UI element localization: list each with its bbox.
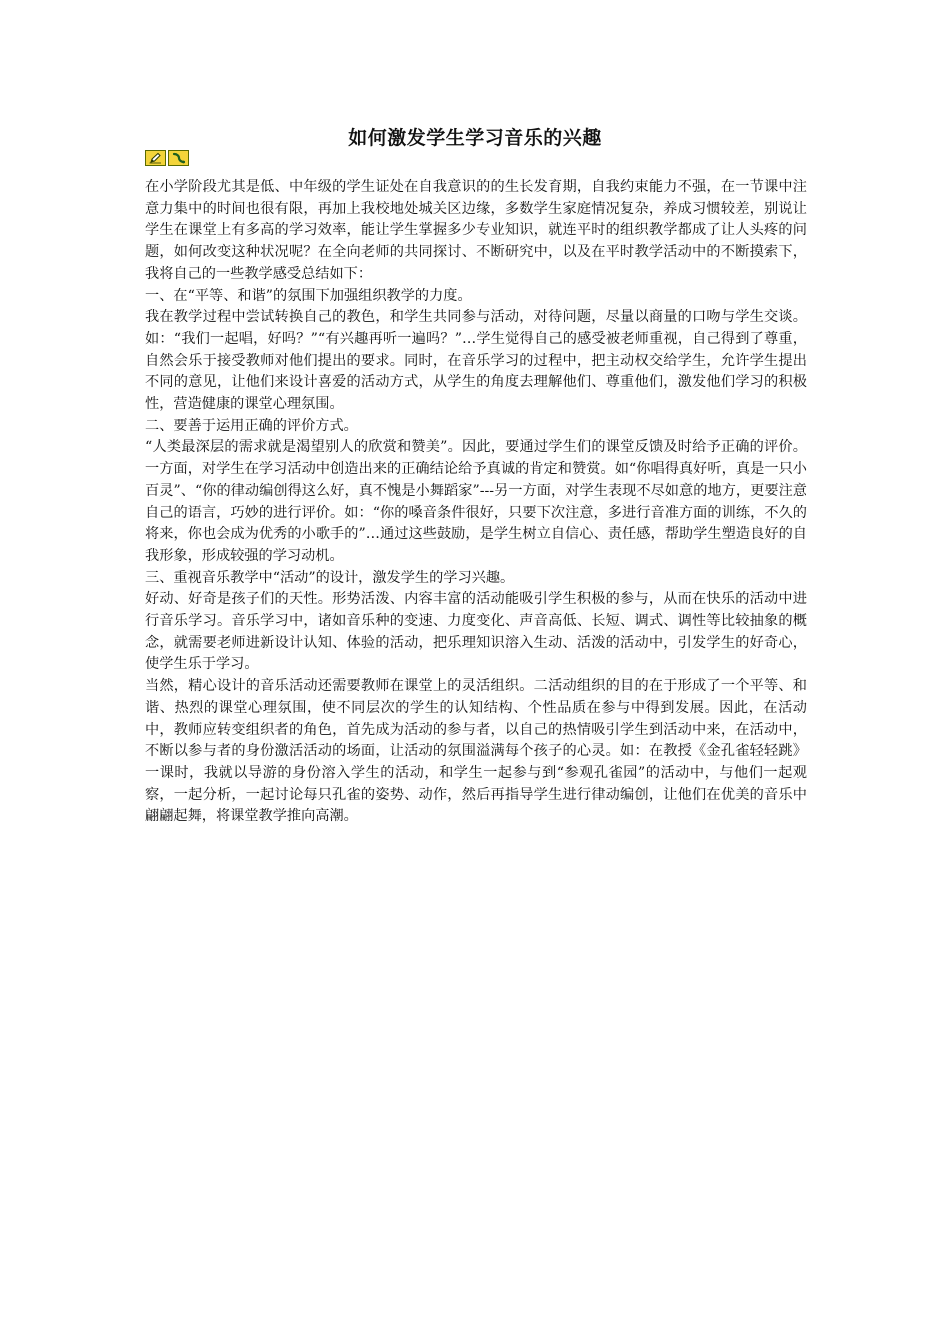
body-paragraph: 我在教学过程中尝试转换自己的教色，和学生共同参与活动，对待问题，尽量以商量的口吻与学生交谈。如：“我们一起唱，好吗？”“有兴趣再听一遍吗？”…学生觉得自己的感受被老师重视，自己得到了尊重，自然会乐于接受教师对他们提出的要求。同时，在音乐学习的过程中，把主动权交给学生，允许学生提出不同的意见，让他们来设计喜爱的活动方式，从学生的角度去理解他们、尊重他们，激发他们学习的积极性，营造健康的课堂心理氛围。 (145, 309, 807, 413)
share-icon[interactable] (168, 150, 189, 166)
section-heading-2: 二、要善于运用正确的评价方式。 (145, 417, 358, 434)
document-title: 如何激发学生学习音乐的兴趣 (348, 127, 602, 149)
body-paragraph: “人类最深层的需求就是渴望别人的欣赏和赞美”。因此，要通过学生们的课堂反馈及时给予正确的评价。一方面，对学生在学习活动中创造出来的正确结论给予真诚的肯定和赞赏。如“你唱得真好听，真是一只小百灵”、“你的律动编创得这么好，真不愧是小舞蹈家”---另一方面，对学生表现不尽如意的地方，更要注意自己的语言，巧妙的进行评价。如：“你的嗓音条件很好，只要下次注意，多进行音准方面的训练，不久的将来，你也会成为优秀的小歌手的”…通过这些鼓励，是学生树立自信心、责任感，帮助学生塑造良好的自我形象，形成较强的学习动机。 (145, 439, 807, 564)
intro-paragraph: 在小学阶段尤其是低、中年级的学生证处在自我意识的的生长发育期，自我约束能力不强，在一节课中注意力集中的时间也很有限，再加上我校地处城关区边缘，多数学生家庭情况复杂，养成习惯较差，别说让学生在课堂上有多高的学习效率，能让学生掌握多少专业知识，就连平时的组织教学都成了让人头疼的问题，如何改变这种状况呢？在全向老师的共同探讨、不断研究中，以及在平时教学活动中的不断摸索下，我将自己的一些教学感受总结如下： (145, 179, 807, 282)
section-heading-3: 三、重视音乐教学中“活动”的设计，激发学生的学习兴趣。 (145, 569, 515, 586)
share-icon-glyph (171, 152, 186, 164)
document-toolbar (145, 150, 189, 166)
document-body (145, 177, 807, 828)
edit-icon-glyph (148, 152, 163, 164)
body-paragraph: 好动、好奇是孩子们的天性。形势活泼、内容丰富的活动能吸引学生积极的参与，从而在快乐的活动中进行音乐学习。音乐学习中，诸如音乐种的变速、力度变化、声音高低、长短、调式、调性等比较抽象的概念，就需要老师进新设计认知、体验的活动，把乐理知识溶入生动、活泼的活动中，引发学生的好奇心，使学生乐于学习。 (145, 591, 807, 673)
section-heading-1: 一、在“平等、和谐”的氛围下加强组织教学的力度。 (145, 287, 472, 304)
body-paragraph: 当然，精心设计的音乐活动还需要教师在课堂上的灵活组织。二活动组织的目的在于形成了一个平等、和谐、热烈的课堂心理氛围，使不同层次的学生的认知结构、个性品质在参与中得到发展。因此，在活动中，教师应转变组织者的角色，首先成为活动的参与者，以自己的热情吸引学生到活动中来，在活动中，不断以参与者的身份激活活动的场面，让活动的氛围溢满每个孩子的心灵。如：在教授《金孔雀轻轻跳》一课时，我就以导游的身份溶入学生的活动，和学生一起参与到“参观孔雀园”的活动中，与他们一起观察，一起分析，一起讨论每只孔雀的姿势、动作，然后再指导学生进行律动编创，让他们在优美的音乐中翩翩起舞，将课堂教学推向高潮。 (145, 678, 807, 825)
edit-icon[interactable] (145, 150, 166, 166)
